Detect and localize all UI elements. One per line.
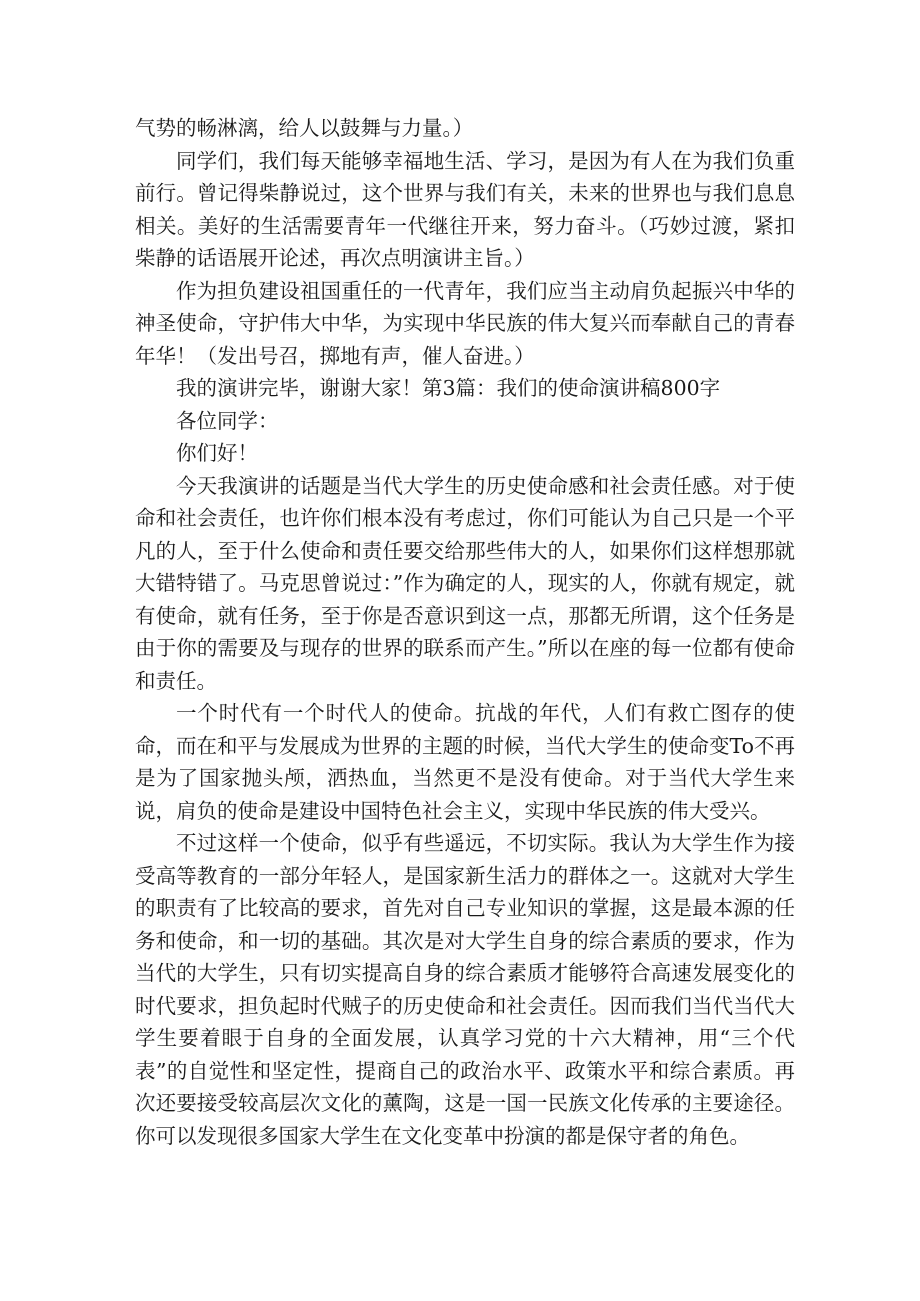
paragraph: 各位同学： (176, 408, 279, 433)
document-body (135, 112, 795, 1152)
paragraph: 你们好！ (176, 441, 258, 465)
paragraph: 我的演讲完毕，谢谢大家！第3篇：我们的使命演讲稿800字 (176, 376, 721, 400)
paragraph: 今天我演讲的话题是当代大学生的历史使命感和社会责任感。对于使命和社会责任，也许你们根本没有考虑过，你们可能认为自己只是一个平凡的人，至于什么使命和责任要交给那些伟大的人，如果你们这样想那就大错特错了。马克思曾说过：”作为确定的人，现实的人，你就有规定，就有使命，就有任务，至于你是否意识到这一点，那都无所谓，这个任务是由于你的需要及与现存的世界的联系而产生。”所以在座的每一位都有使命和责任。 (135, 473, 795, 693)
paragraph: 不过这样一个使命，似乎有些遥远，不切实际。我认为大学生作为接受高等教育的一部分年轻人，是国家新生活力的群体之一。这就对大学生的职责有了比较高的要求，首先对自己专业知识的掌握，这是最本源的任务和使命，和一切的基础。其次是对大学生自身的综合素质的要求，作为当代的大学生，只有切实提高自身的综合素质才能够符合高速发展变化的时代要求，担负起时代贼子的历史使命和社会责任。因而我们当代当代大学生要着眼于自身的全面发展，认真学习党的十六大精神，用“三个代表”的自觉性和坚定性，提商自己的政治水平、政策水平和综合素质。再次还要接受较高层次文化的薰陶，这是一国一民族文化传承的主要途径。你可以发现很多国家大学生在文化变革中扮演的都是保守者的角色。 (135, 831, 795, 1148)
paragraph: 作为担负建设祖国重任的一代青年，我们应当主动肩负起振兴中华的神圣使命，守护伟大中华，为实现中华民族的伟大复兴而奉献自己的青春年华！（发出号召，掷地有声，催人奋进。） (135, 278, 795, 368)
paragraph: 气势的畅淋漓，给人以鼓舞与力量。） (135, 116, 474, 140)
paragraph: 一个时代有一个时代人的使命。抗战的年代，人们有救亡图存的使命，而在和平与发展成为世界的主题的时候，当代大学生的使命变To不再是为了国家抛头颅，洒热血，当然更不是没有使命。对于当代大学生来说，肩负的使命是建设中国特色社会主义，实现中华民族的伟大受兴。 (135, 701, 795, 823)
paragraph: 同学们，我们每天能够幸福地生活、学习，是因为有人在为我们负重前行。曾记得柴静说过，这个世界与我们有关，未来的世界也与我们息息相关。美好的生活需要青年一代继往开来，努力奋斗。（巧妙过渡，紧扣柴静的话语展开论述，再次点明演讲主旨。） (135, 148, 795, 270)
